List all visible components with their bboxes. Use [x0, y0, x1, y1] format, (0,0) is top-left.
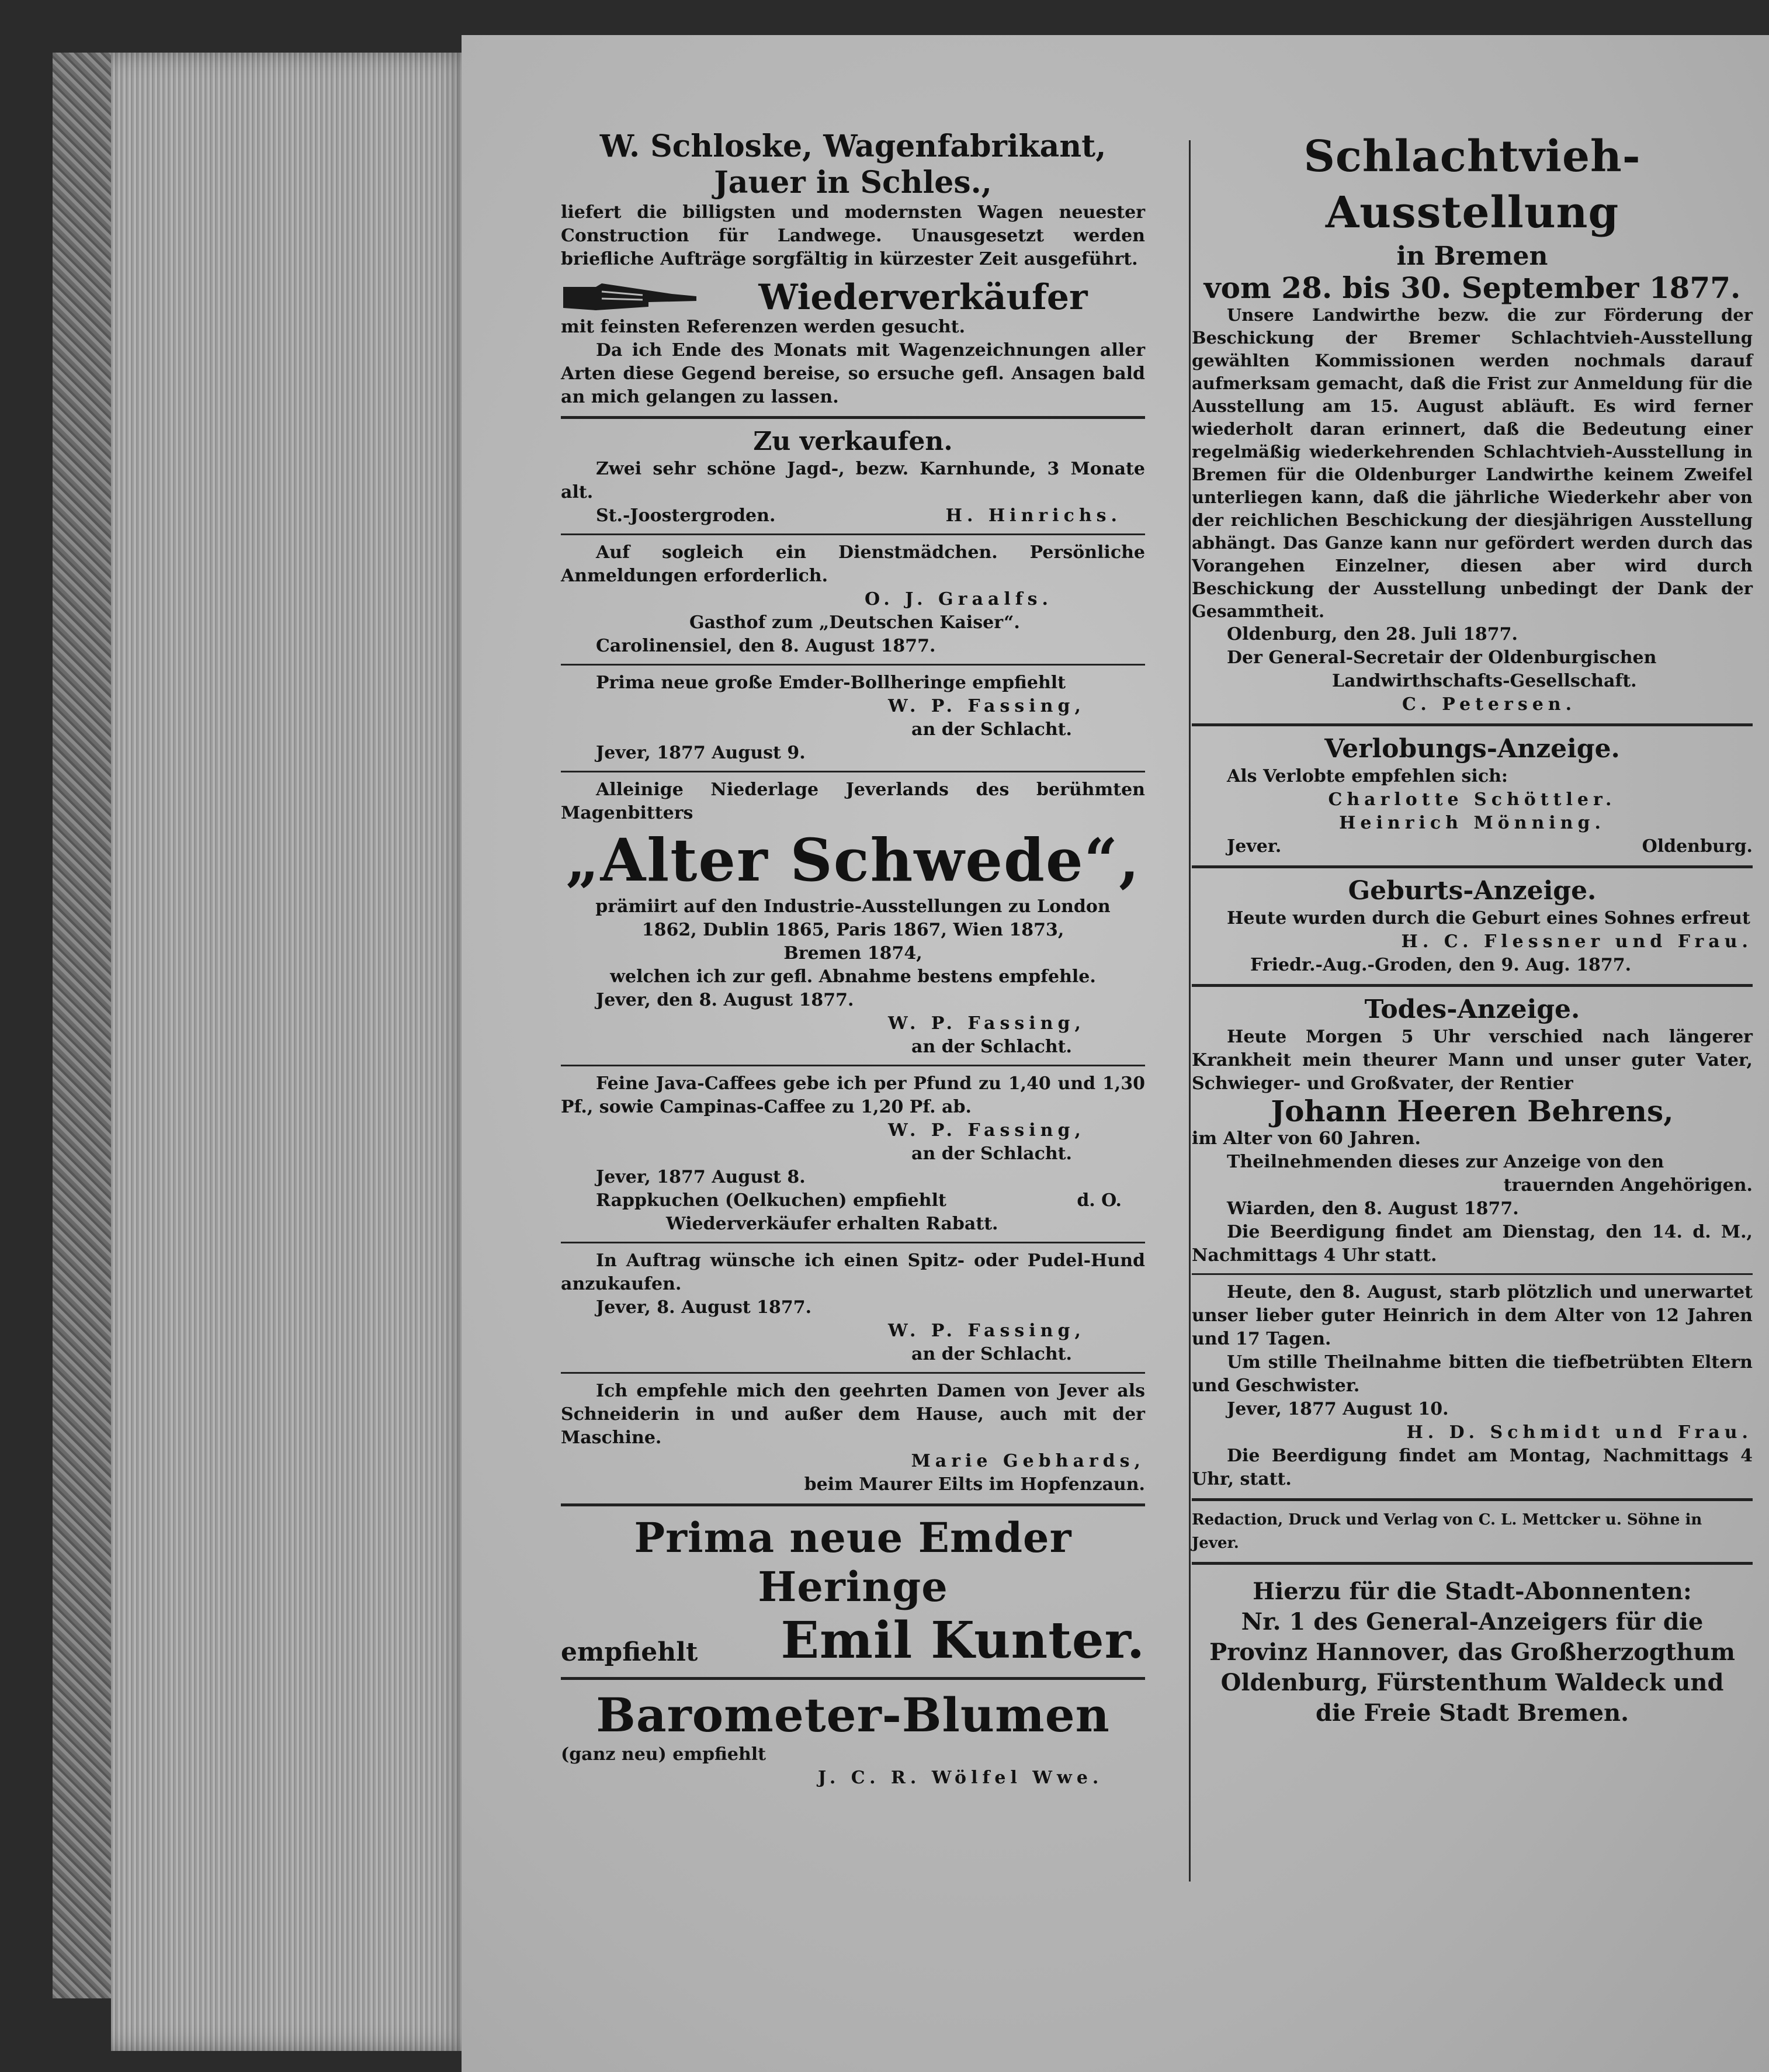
right-column	[1192, 129, 1753, 1728]
ad-schlachtvieh	[1192, 129, 1753, 716]
ad-todes	[1192, 994, 1753, 1267]
ad-line: (ganz neu) empfiehlt	[561, 1744, 766, 1765]
ad-line-1: Theilnehmenden dieses zur Anzeige von den	[1227, 1152, 1664, 1172]
ad-date: Jever, 1877 August 10.	[1227, 1399, 1449, 1419]
ad-date: Jever, 8. August 1877.	[596, 1297, 812, 1318]
ad-heinrich	[1192, 1281, 1753, 1491]
ad-name: Johann Heeren Behrens,	[1271, 1094, 1674, 1128]
ad-body: liefert die billigsten und modernsten Wagen neuester Construction für Landwege. Unausgesetzt werden briefliche Aufträge sorgfältig in kürzester Zeit ausgeführt.	[561, 202, 1145, 269]
ad-caffee	[561, 1072, 1145, 1236]
ad-name: W. P. Fassing,	[888, 1321, 1085, 1341]
left-column	[561, 129, 1145, 1790]
ad-name: H. C. Flessner und Frau.	[1401, 931, 1753, 952]
ad-sub: in Bremen	[1396, 241, 1548, 271]
ad-name: Marie Gebhards,	[911, 1451, 1145, 1471]
ad-title: Geburts-Anzeige.	[1348, 876, 1597, 906]
ad-rabatt: Wiederverkäufer erhalten Rabatt.	[666, 1214, 998, 1234]
ad-line-2: Um stille Theilnahme bitten die tiefbetrübten Eltern und Geschwister.	[1192, 1352, 1753, 1396]
divider	[1192, 984, 1753, 987]
ad-name: O. J. Graalfs.	[865, 589, 1053, 609]
ad-body: Auf sogleich ein Dienstmädchen. Persönliche Anmeldungen erforderlich.	[561, 542, 1145, 586]
divider	[561, 1677, 1145, 1680]
ad-place-2: Oldenburg.	[1642, 836, 1753, 857]
divider	[1192, 1562, 1753, 1565]
divider	[561, 664, 1145, 666]
ad-burial: Die Beerdigung findet am Dienstag, den 14. d. M., Nachmittags 4 Uhr statt.	[1192, 1222, 1753, 1266]
ad-line-4: Oldenburg, Fürstenthum Waldeck und	[1220, 1669, 1724, 1696]
divider	[1192, 723, 1753, 726]
ad-line-5: die Freie Stadt Bremen.	[1315, 1699, 1629, 1727]
page-edges	[111, 53, 473, 2051]
ad-title: Zu verkaufen.	[753, 427, 953, 456]
ad-line-2: Nr. 1 des General-Anzeigers für die	[1241, 1608, 1704, 1636]
ad-body-2: mit feinsten Referenzen werden gesucht.	[561, 317, 966, 337]
ad-date: Oldenburg, den 28. Juli 1877.	[1227, 624, 1518, 645]
ad-dates: vom 28. bis 30. September 1877.	[1203, 271, 1741, 305]
ad-title: „Alter Schwede“,	[566, 826, 1140, 895]
ad-alter-schwede	[561, 778, 1145, 1059]
ad-place: St.-Joostergroden.	[596, 505, 776, 526]
divider	[561, 1065, 1145, 1066]
ad-name: J. C. R. Wölfel Wwe.	[818, 1768, 1104, 1788]
ad-line-1: Hierzu für die Stadt-Abonnenten:	[1253, 1578, 1692, 1605]
divider	[1192, 1498, 1753, 1501]
ad-date: Carolinensiel, den 8. August 1877.	[596, 636, 936, 656]
ad-date: Wiarden, den 8. August 1877.	[1227, 1198, 1519, 1219]
ad-sig-2: Landwirthschafts-Gesellschaft.	[1332, 671, 1637, 691]
ad-line-2: 1862, Dublin 1865, Paris 1867, Wien 1873,	[641, 920, 1064, 940]
ad-title: Schlachtvieh-Ausstellung	[1303, 131, 1641, 238]
ad-intro: Alleinige Niederlage Jeverlands des berühmten Magenbitters	[561, 779, 1145, 823]
ad-schloske	[561, 129, 1145, 409]
ad-signature-row	[561, 1612, 1145, 1670]
ad-spitz	[561, 1249, 1145, 1366]
ad-date: Jever, 1877 August 8.	[596, 1167, 806, 1187]
ad-date: Jever, 1877 August 9.	[596, 743, 806, 763]
ad-do: d. O.	[1077, 1190, 1122, 1211]
divider	[561, 1372, 1145, 1374]
ad-name: W. P. Fassing,	[888, 1013, 1085, 1034]
ad-addr: beim Maurer Eilts im Hopfenzaun.	[804, 1474, 1145, 1495]
ad-dienstmaedchen	[561, 541, 1145, 658]
column-divider	[1189, 140, 1191, 1882]
ad-line-3: Bremen 1874,	[783, 943, 922, 964]
ad-place-1: Jever.	[1227, 836, 1282, 857]
ad-line-3: Provinz Hannover, das Großherzogthum	[1209, 1638, 1735, 1666]
ad-title: Barometer-Blumen	[596, 1688, 1110, 1742]
ad-addr: an der Schlacht.	[911, 1144, 1072, 1164]
pointing-hand-icon	[561, 281, 701, 314]
divider	[561, 1242, 1145, 1243]
ad-bollheringe	[561, 671, 1145, 765]
ad-name: H. Hinrichs.	[945, 505, 1122, 526]
ad-line: Als Verlobte empfehlen sich:	[1227, 766, 1508, 786]
ad-addr: an der Schlacht.	[911, 1037, 1072, 1057]
ad-emder-heringe	[561, 1513, 1145, 1670]
ad-body: Feine Java-Caffees gebe ich per Pfund zu 1,40 und 1,30 Pf., sowie Campinas-Caffee zu 1,20 Pf. ab.	[561, 1073, 1145, 1117]
newspaper-page	[462, 35, 1769, 2072]
ad-date: Friedr.-Aug.-Groden, den 9. Aug. 1877.	[1250, 955, 1632, 975]
ad-line-1: prämiirt auf den Industrie-Ausstellungen zu London	[595, 896, 1111, 917]
ad-title: W. Schloske, Wagenfabrikant,	[599, 129, 1107, 164]
ad-name: H. D. Schmidt und Frau.	[1406, 1422, 1753, 1443]
imprint: Redaction, Druck und Verlag von C. L. Mettcker u. Söhne in Jever.	[1192, 1511, 1702, 1552]
ad-line: Rappkuchen (Oelkuchen) empfiehlt	[596, 1190, 946, 1211]
ad-name: W. P. Fassing,	[888, 1120, 1085, 1141]
ad-heading-row	[561, 279, 1145, 316]
ad-title: Todes-Anzeige.	[1364, 995, 1580, 1024]
ad-body: Ich empfehle mich den geehrten Damen von Jever als Schneiderin in und außer dem Hause, auch mit der Maschine.	[561, 1381, 1145, 1448]
ad-subtitle: Jauer in Schles.,	[714, 165, 992, 200]
ad-name: W. P. Fassing,	[888, 696, 1085, 716]
ad-schneiderin	[561, 1380, 1145, 1496]
ad-verkaufen	[561, 426, 1145, 528]
ad-empf: empfiehlt	[561, 1637, 698, 1667]
ad-places-row	[1192, 835, 1753, 858]
ad-barometer	[561, 1687, 1145, 1790]
ad-age: im Alter von 60 Jahren.	[1192, 1128, 1421, 1149]
ad-name: C. Petersen.	[1402, 694, 1577, 715]
ad-name-2: Heinrich Mönning.	[1339, 813, 1605, 833]
ad-inn: Gasthof zum „Deutschen Kaiser“.	[689, 612, 1020, 633]
ad-body: Zwei sehr schöne Jagd-, bezw. Karnhunde, 3 Monate alt.	[561, 459, 1145, 503]
ad-date: Jever, den 8. August 1877.	[596, 990, 854, 1010]
ad-line-row	[561, 1189, 1145, 1212]
divider	[1192, 865, 1753, 868]
ad-title: Prima neue Emder Heringe	[634, 1513, 1072, 1611]
divider	[1192, 1273, 1753, 1275]
ad-title: Verlobungs-Anzeige.	[1324, 734, 1620, 764]
ad-name: Emil Kunter.	[781, 1611, 1145, 1670]
ad-body: Heute, den 8. August, starb plötzlich und unerwartet unser lieber guter Heinrich in dem Alter von 12 Jahren und 17 Tagen.	[1192, 1282, 1753, 1349]
ad-body: Heute Morgen 5 Uhr verschied nach längerer Krankheit mein theurer Mann und unser guter Vater, Schwieger- und Großvater, der Rentier	[1192, 1027, 1753, 1094]
ad-heading: Wiederverkäufer	[758, 277, 1088, 318]
ad-verlobung	[1192, 733, 1753, 858]
ad-body: Heute wurden durch die Geburt eines Sohnes erfreut	[1227, 908, 1750, 928]
ad-body: Prima neue große Emder-Bollheringe empfiehlt	[596, 673, 1066, 693]
ad-body: In Auftrag wünsche ich einen Spitz- oder Pudel-Hund anzukaufen.	[561, 1250, 1145, 1294]
ad-addr: an der Schlacht.	[911, 719, 1072, 740]
ad-geburt	[1192, 875, 1753, 977]
ad-signature-row	[561, 504, 1145, 528]
divider	[561, 771, 1145, 772]
ad-burial: Die Beerdigung findet am Montag, Nachmittags 4 Uhr, statt.	[1192, 1446, 1753, 1489]
ad-body-3: Da ich Ende des Monats mit Wagenzeichnungen aller Arten diese Gegend bereise, so ersuche gefl. Ansagen bald an mich gelangen zu lassen.	[561, 340, 1145, 407]
divider	[561, 1503, 1145, 1506]
ad-body: Unsere Landwirthe bezw. die zur Förderung der Beschickung der Bremer Schlachtvieh-Ausstellung gewählten Kommissionen werden nochmals darauf aufmerksam gemacht, daß die Frist zur Anmeldung für die Ausstellung am 15. August abläuft. Es wird ferner wiederholt daran erinnert, daß die Bedeutung einer regelmäßig wiederkehrenden Schlachtvieh-Ausstellung in Bremen für die Oldenburger Landwirthe keinem Zweifel unterliegen kann, daß die jährliche Wiederkehr aber von der reichlichen Beschickung der diesjährigen Ausstellung abhängt. Das Ganze kann nur gefördert werden durch das Vorangehen Einzelner, diesen aber wird durch Beschickung der Ausstellung unbedingt der Dank der Gesammtheit.	[1192, 305, 1753, 621]
ad-addr: an der Schlacht.	[911, 1344, 1072, 1364]
ad-line-2: trauernden Angehörigen.	[1503, 1175, 1753, 1196]
ad-sig-1: Der General-Secretair der Oldenburgischen	[1227, 647, 1657, 668]
divider	[561, 533, 1145, 535]
ad-hierzu	[1192, 1576, 1753, 1728]
ad-name-1: Charlotte Schöttler.	[1328, 789, 1617, 810]
ad-line-4: welchen ich zur gefl. Abnahme bestens empfehle.	[610, 966, 1096, 987]
divider	[561, 416, 1145, 419]
